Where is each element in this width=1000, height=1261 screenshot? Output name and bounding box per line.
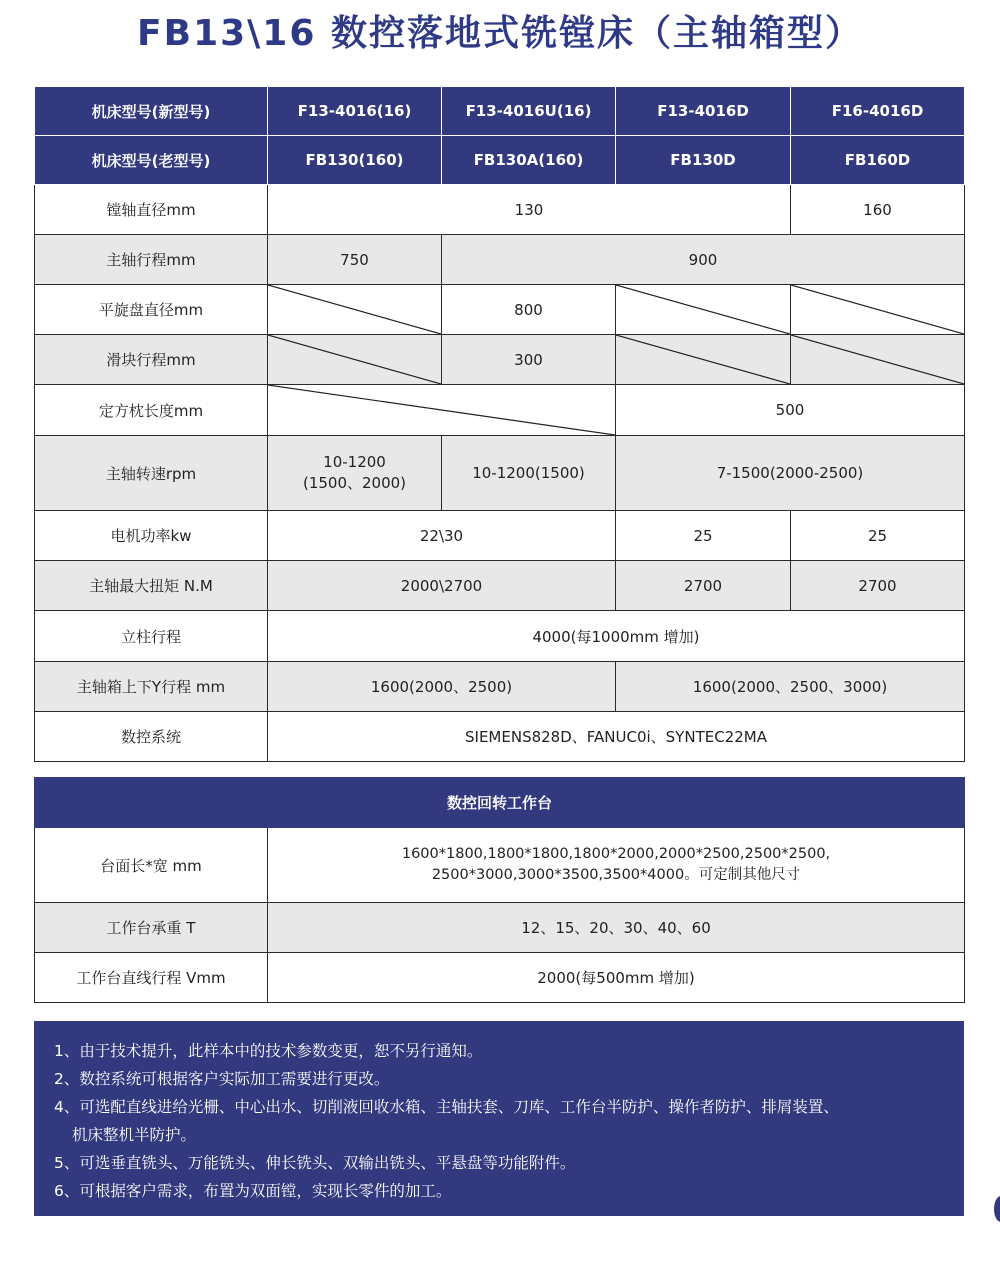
row-label: 主轴转速rpm — [35, 436, 268, 511]
note-item: 6、可根据客户需求，布置为双面镗，实现长零件的加工。 — [54, 1182, 452, 1200]
table-row — [35, 235, 965, 285]
table-row — [35, 611, 965, 662]
row-label: 定方枕长度mm — [35, 385, 268, 436]
note-item: 5、可选垂直铣头、万能铣头、伸长铣头、双输出铣头、平悬盘等功能附件。 — [54, 1154, 576, 1172]
table-cell: 7-1500(2000-2500) — [616, 436, 965, 511]
header-cell: FB160D — [791, 136, 965, 185]
row-label: 主轴行程mm — [35, 235, 268, 285]
table-cell: 1600(2000、2500、3000) — [616, 662, 965, 712]
header-cell: FB130A(160) — [442, 136, 616, 185]
note-item: 1、由于技术提升，此样本中的技术参数变更，恕不另行通知。 — [54, 1042, 483, 1060]
row-label: 数控系统 — [35, 712, 268, 762]
table-row — [35, 436, 965, 511]
table-row — [35, 335, 965, 385]
table-cell: 22\30 — [268, 511, 616, 561]
table-row — [35, 87, 965, 136]
page-title: FB13\16 数控落地式铣镗床（主轴箱型） — [137, 13, 863, 54]
not-applicable-cell — [268, 285, 442, 335]
table-cell: 2700 — [616, 561, 791, 611]
table-row — [35, 953, 965, 1003]
header-cell: F13-4016D — [616, 87, 791, 136]
row-label: 电机功率kw — [35, 511, 268, 561]
not-applicable-cell — [616, 285, 791, 335]
table-cell: 800 — [442, 285, 616, 335]
table-row — [35, 903, 965, 953]
not-applicable-cell — [791, 285, 965, 335]
table-row — [35, 185, 965, 235]
table-cell: SIEMENS828D、FANUC0i、SYNTEC22MA — [268, 712, 965, 762]
cell-line: 1600*1800,1800*1800,1800*2000,2000*2500,2500*2500, — [401, 846, 831, 862]
table-row — [35, 511, 965, 561]
note-item: 2、数控系统可根据客户实际加工需要进行更改。 — [54, 1070, 390, 1088]
table-cell: 2000(每500mm 增加) — [268, 953, 965, 1003]
header-label: 机床型号(老型号) — [35, 136, 268, 185]
table-cell: 25 — [616, 511, 791, 561]
header-label: 机床型号(新型号) — [35, 87, 268, 136]
table-row — [35, 662, 965, 712]
table-cell: 750 — [268, 235, 442, 285]
table-cell — [268, 828, 965, 903]
row-label: 平旋盘直径mm — [35, 285, 268, 335]
table-row — [35, 828, 965, 903]
decorative-edge-tab — [994, 1196, 1000, 1222]
section-title: 数控回转工作台 — [35, 778, 965, 828]
header-cell: F13-4016U(16) — [442, 87, 616, 136]
row-label: 滑块行程mm — [35, 335, 268, 385]
spec-table — [34, 86, 965, 762]
table-row — [35, 712, 965, 762]
not-applicable-cell — [616, 335, 791, 385]
table-row — [35, 385, 965, 436]
row-label: 镗轴直径mm — [35, 185, 268, 235]
note-item: 机床整机半防护。 — [72, 1126, 197, 1144]
row-label: 主轴最大扭矩 N.M — [35, 561, 268, 611]
table-cell: 900 — [442, 235, 965, 285]
header-cell: FB130(160) — [268, 136, 442, 185]
notes-panel — [34, 1021, 964, 1216]
row-label: 立柱行程 — [35, 611, 268, 662]
not-applicable-cell — [268, 335, 442, 385]
table-row — [35, 136, 965, 185]
row-label: 工作台直线行程 Vmm — [35, 953, 268, 1003]
note-item: 4、可选配直线进给光栅、中心出水、切削液回收水箱、主轴扶套、刀库、工作台半防护、操作者防护、排屑装置、 — [54, 1098, 839, 1116]
header-cell: F16-4016D — [791, 87, 965, 136]
cell-line: 2500*3000,3000*3500,3500*4000。可定制其他尺寸 — [431, 867, 801, 883]
table-cell: 1600(2000、2500) — [268, 662, 616, 712]
not-applicable-cell — [268, 385, 616, 436]
table-cell: 160 — [791, 185, 965, 235]
table-cell: 4000(每1000mm 增加) — [268, 611, 965, 662]
rotary-table-spec — [34, 777, 965, 1003]
table-cell: 300 — [442, 335, 616, 385]
row-label: 台面长*宽 mm — [35, 828, 268, 903]
table-cell: 25 — [791, 511, 965, 561]
header-cell: FB130D — [616, 136, 791, 185]
header-cell: F13-4016(16) — [268, 87, 442, 136]
table-row — [35, 285, 965, 335]
row-label: 主轴箱上下Y行程 mm — [35, 662, 268, 712]
row-label: 工作台承重 T — [35, 903, 268, 953]
table-cell: 12、15、20、30、40、60 — [268, 903, 965, 953]
table-row — [35, 561, 965, 611]
table-cell — [268, 436, 442, 511]
table-cell: 10-1200(1500) — [442, 436, 616, 511]
table-cell: 2700 — [791, 561, 965, 611]
table-cell: 500 — [616, 385, 965, 436]
not-applicable-cell — [791, 335, 965, 385]
table-row — [35, 778, 965, 828]
table-cell: 130 — [268, 185, 791, 235]
cell-line: 10-1200 — [323, 453, 386, 471]
cell-line: (1500、2000) — [302, 474, 407, 492]
table-cell: 2000\2700 — [268, 561, 616, 611]
